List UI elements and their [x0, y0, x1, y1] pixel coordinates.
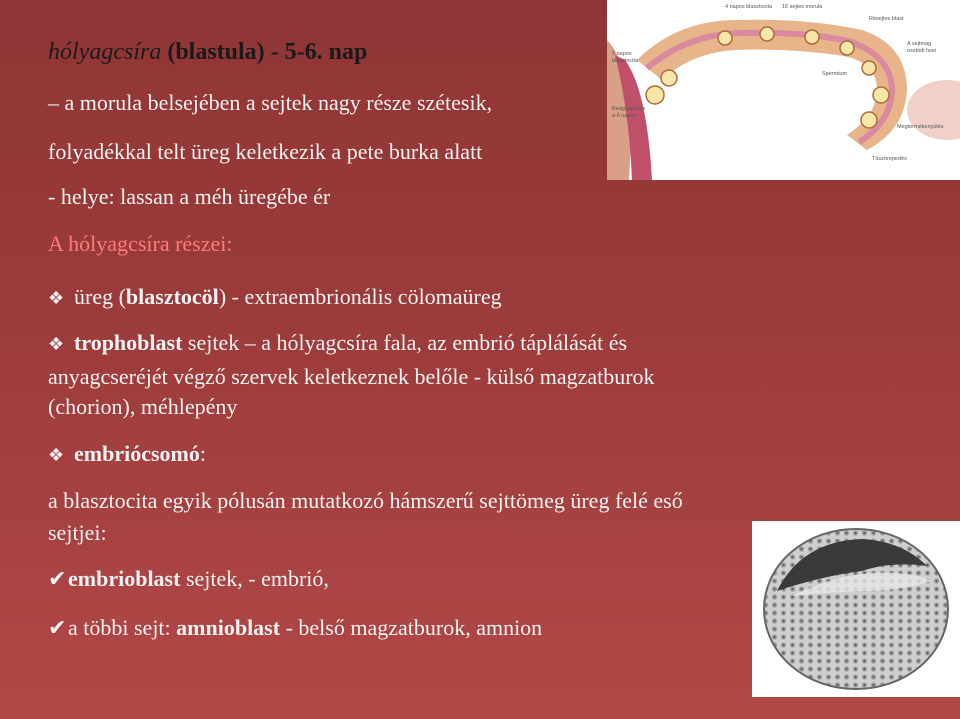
label-beag2: a 6 napon: [612, 113, 637, 119]
title-rest: (blastula) - 5-6. nap: [161, 39, 368, 65]
para-line2: sejtjei:: [48, 520, 107, 545]
oviduct-diagram: [607, 0, 960, 180]
label-res: Résejtes blast: [869, 16, 904, 22]
diamond-cluster-icon: ❖: [48, 334, 65, 355]
c1-bold: embrioblast: [68, 566, 181, 591]
check-amnioblast: [48, 617, 542, 640]
b2-line2: anyagcseréjét végző szervek keletkeznek belőle - külső magzatburok: [48, 364, 655, 389]
c2-bold: amnioblast: [176, 615, 281, 640]
para-line1: a blasztocita egyik pólusán mutatkozó hámszerű sejttömeg üreg felé eső: [48, 488, 683, 513]
blastula-illustration: [752, 521, 960, 697]
b3-rest: :: [199, 441, 206, 466]
page-title: [48, 40, 367, 64]
checkmark-icon: ✔: [48, 567, 67, 592]
bullet-blastocoel: [48, 286, 502, 308]
b3-bold: embriócsomó: [74, 441, 200, 466]
title-italic: hólyagcsíra: [48, 39, 162, 65]
c2-rest: - belső magzatburok, amnion: [280, 615, 543, 640]
c2-pre: a többi sejt:: [68, 615, 177, 640]
b2-bold: trophoblast: [74, 330, 183, 355]
label-megt: Megtermékenyülés: [897, 124, 944, 130]
b2-rest: sejtek – a hólyagcsíra fala, az embrió táplálását és: [182, 330, 628, 355]
check-embryoblast: [48, 568, 329, 591]
bullet-trophoblast: [48, 332, 627, 354]
line-location: - helye: lassan a méh üregébe ér: [48, 184, 331, 209]
diamond-cluster-icon: ❖: [48, 445, 65, 466]
label-4day: 4 napos blasztocita: [725, 4, 773, 10]
b1-pre: üreg (: [74, 284, 126, 309]
b1-bold: blasztocöl: [125, 284, 219, 309]
line-morula: – a morula belsejében a sejtek nagy része szétesik,: [48, 90, 493, 115]
label-5day-b: blasztocita: [612, 58, 638, 64]
b1-post: ) - extraembrionális cölomaüreg: [218, 284, 502, 309]
label-16cell: 16 sejtes morula: [782, 4, 823, 10]
label-sperm: Spermium: [822, 71, 848, 77]
diamond-cluster-icon: ❖: [48, 288, 65, 309]
label-5day: 5 napos: [612, 51, 632, 57]
label-beag: Beágyazódás: [612, 106, 646, 112]
label-asz: A sejtmag: [907, 41, 932, 47]
label-tisz: Tüszörepedés: [872, 156, 907, 162]
c1-rest: sejtek, - embrió,: [180, 566, 329, 591]
label-asz2: osztódi hsei: [907, 48, 937, 54]
b2-line3: (chorion), méhlepény: [48, 394, 238, 419]
bullet-embryoblast-node: [48, 443, 206, 465]
line-cavity: folyadékkal telt üreg keletkezik a pete burka alatt: [48, 139, 483, 164]
checkmark-icon: ✔: [48, 616, 67, 641]
parts-heading: A hólyagcsíra részei:: [48, 231, 233, 256]
